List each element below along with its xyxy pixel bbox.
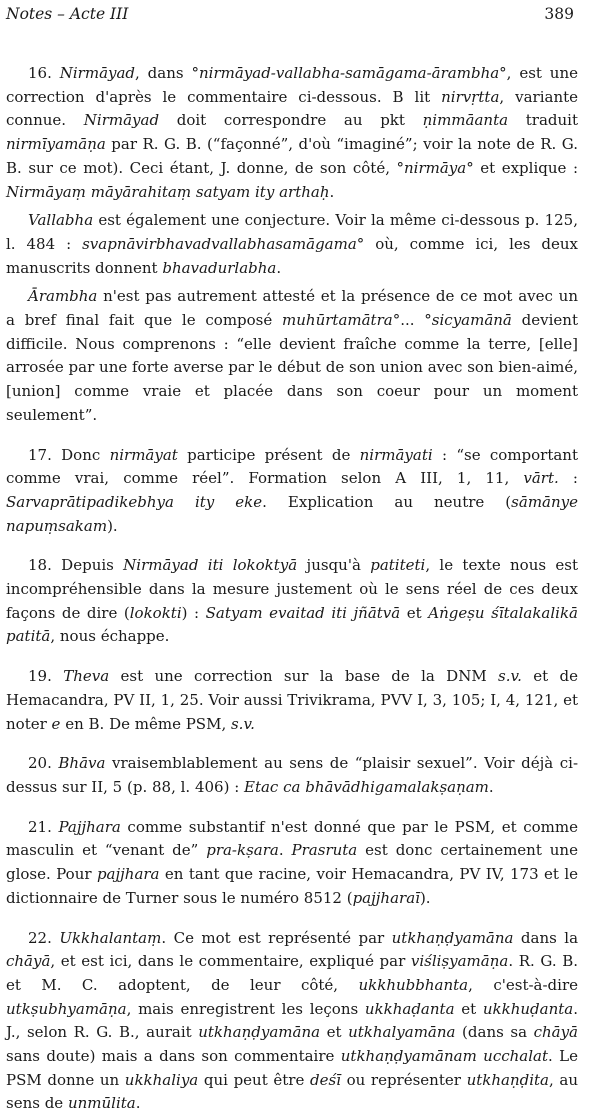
- text-run: , variante connue.: [6, 88, 578, 130]
- text-run: qui peut être: [198, 1071, 310, 1089]
- note-20: [6, 752, 578, 799]
- italic-term: bhavadurlabha: [162, 259, 276, 277]
- text-run: participe présent de: [178, 446, 360, 464]
- italic-term: ukkhubbhanta: [359, 976, 469, 994]
- text-run: est également une conjecture. Voir la même ci-dessous p. 125, l. 484 :: [6, 211, 578, 253]
- text-run: 18. Depuis: [28, 556, 123, 574]
- text-run: 19.: [28, 667, 63, 685]
- italic-term: viśliṣyamāṇa: [411, 952, 508, 970]
- text-run: vraisemblablement au sens de “plaisir sexuel”. Voir déjà ci-dessus sur II, 5 (p. 88, l. 406) :: [6, 754, 578, 796]
- text-run: :: [559, 469, 578, 487]
- italic-term: Vallabha: [28, 211, 93, 229]
- text-run: .: [136, 1094, 141, 1112]
- italic-term: unmūlita: [68, 1094, 136, 1112]
- italic-term: vārt.: [523, 469, 558, 487]
- text-run: , dans °: [135, 64, 199, 82]
- italic-term: Bhāva: [58, 754, 105, 772]
- text-run: . Ce mot est représenté par: [161, 929, 391, 947]
- text-run: ).: [107, 517, 118, 535]
- text-run: , mais enregistrent les leçons: [127, 1000, 365, 1018]
- note-22: [6, 927, 578, 1116]
- italic-term: Theva: [63, 667, 109, 685]
- italic-term: ukkhuḍanta: [483, 1000, 573, 1018]
- text-run: est donc certainement une glose. Pour: [6, 841, 578, 883]
- text-run: . Le PSM donne un: [6, 1047, 578, 1089]
- text-run: ).: [420, 889, 431, 907]
- text-run: 16.: [28, 64, 60, 82]
- italic-term: nirmāya: [404, 159, 466, 177]
- italic-term: utkṣubhyamāṇa: [6, 1000, 127, 1018]
- text-run: , au sens de: [6, 1071, 578, 1113]
- note-17: [6, 444, 578, 539]
- running-title: Notes – Acte III: [6, 4, 128, 24]
- italic-term: Ārambha: [28, 287, 97, 305]
- text-run: et: [320, 1023, 348, 1041]
- italic-term: Nirmāyaṃ māyārahitaṃ satyam ity arthaḥ: [6, 183, 329, 201]
- text-run: °... °: [393, 311, 432, 329]
- text-run: , nous échappe.: [50, 627, 169, 645]
- text-run: dans la: [513, 929, 578, 947]
- italic-term: deśī: [310, 1071, 341, 1089]
- italic-term: nirvṛtta: [441, 88, 499, 106]
- note-16: [6, 62, 578, 204]
- italic-term: Etac ca bhāvādhigamalakṣaṇam: [244, 778, 489, 796]
- text-run: et: [400, 604, 428, 622]
- italic-term: lokokti: [130, 604, 182, 622]
- italic-term: e: [52, 715, 61, 733]
- text-run: .: [276, 259, 281, 277]
- text-run: . R. G. B. et M. C. adoptent, de leur côté,: [6, 952, 578, 994]
- text-run: . Explication au neutre (: [262, 493, 511, 511]
- italic-term: s.v.: [231, 715, 255, 733]
- italic-term: nirmāyati: [360, 446, 433, 464]
- italic-term: ṇimmāanta: [423, 111, 508, 129]
- text-run: .: [489, 778, 494, 796]
- italic-term: nirmīyamāṇa: [6, 135, 106, 153]
- note-21: [6, 816, 578, 911]
- italic-term: ukkhaḍanta: [365, 1000, 455, 1018]
- text-run: , le texte nous est incompréhensible dans la mesure justement où le sens réel de ces deux façons de dire (: [6, 556, 578, 621]
- italic-term: chāyā: [6, 952, 50, 970]
- text-run: comme substantif n'est donné que par le PSM, et comme masculin et “venant de”: [6, 818, 578, 860]
- italic-term: Nirmāyad: [84, 111, 159, 129]
- text-run: en B. De même PSM,: [60, 715, 231, 733]
- text-run: jusqu'à: [297, 556, 370, 574]
- italic-term: ukkhaliya: [125, 1071, 198, 1089]
- text-run: (dans sa: [455, 1023, 533, 1041]
- text-run: ) :: [182, 604, 206, 622]
- text-run: n'est pas autrement attesté et la présence de ce mot avec un a bref final fait que le composé: [6, 287, 578, 329]
- italic-term: pajjhara: [97, 865, 160, 883]
- text-run: ° où, comme ici, les deux manuscrits donnent: [6, 235, 578, 277]
- text-run: : “se comportant comme vrai, comme réel”. Formation selon A III, 1, 11,: [6, 446, 578, 488]
- italic-term: s.v.: [498, 667, 522, 685]
- italic-term: pra-kṣara: [206, 841, 279, 859]
- italic-term: Prasruta: [292, 841, 358, 859]
- italic-term: nirmāyad-vallabha-samāgama-ārambha: [199, 64, 499, 82]
- text-run: ou représenter: [341, 1071, 467, 1089]
- note-16-arambha: [6, 285, 578, 427]
- italic-term: Pajjhara: [58, 818, 120, 836]
- text-run: et: [455, 1000, 483, 1018]
- text-run: 22.: [28, 929, 59, 947]
- italic-term: utkhaṇḍyamāna: [392, 929, 514, 947]
- italic-term: utkhaṇḍyamāna: [198, 1023, 320, 1041]
- italic-term: svapnāvirbhavadvallabhasamāgama: [82, 235, 357, 253]
- text-run: traduit: [508, 111, 578, 129]
- text-run: , c'est-à-dire: [468, 976, 578, 994]
- italic-term: sāmānye napuṃsakam: [6, 493, 578, 535]
- italic-term: chāyā: [534, 1023, 578, 1041]
- text-run: par R. G. B. (“façonné”, d'où “imaginé”; voir la note de R. G. B. sur ce mot). Ceci étant, J. donne, de son côté, °: [6, 135, 578, 177]
- text-run: en tant que racine, voir Hemacandra, PV IV, 173 et le dictionnaire de Turner sous le numéro 8512 (: [6, 865, 578, 907]
- notes-body: [6, 62, 578, 1116]
- italic-term: utkhalyamāna: [348, 1023, 455, 1041]
- text-run: °, est une correction d'après le commentaire ci-dessous. B lit: [6, 64, 578, 106]
- note-19: [6, 665, 578, 736]
- italic-term: nirmāyat: [110, 446, 178, 464]
- italic-term: patiteti: [370, 556, 425, 574]
- italic-term: Nirmāyad iti lokoktyā: [123, 556, 297, 574]
- italic-term: utkhaṇḍyamānam ucchalat: [341, 1047, 548, 1065]
- italic-term: Sarvaprātipadikebhya ity eke: [6, 493, 262, 511]
- italic-term: pajjharaī: [353, 889, 420, 907]
- italic-term: utkhaṇḍita: [467, 1071, 549, 1089]
- text-run: ° et explique :: [466, 159, 578, 177]
- page-number: 389: [544, 4, 574, 24]
- text-run: doit correspondre au pkt: [159, 111, 423, 129]
- italic-term: sicyamānā: [432, 311, 512, 329]
- italic-term: Ukkhalantaṃ: [59, 929, 161, 947]
- running-header: [6, 4, 574, 26]
- text-run: , et est ici, dans le commentaire, expliqué par: [50, 952, 410, 970]
- text-run: sans doute) mais a dans son commentaire: [6, 1047, 341, 1065]
- italic-term: muhūrtamātra: [282, 311, 393, 329]
- italic-term: Satyam evaitad iti jñātvā: [206, 604, 401, 622]
- text-run: 20.: [28, 754, 58, 772]
- text-run: .: [279, 841, 292, 859]
- italic-term: Nirmāyad: [60, 64, 135, 82]
- text-run: 21.: [28, 818, 58, 836]
- text-run: . J., selon R. G. B., aurait: [6, 1000, 578, 1042]
- note-18: [6, 554, 578, 649]
- text-run: .: [329, 183, 334, 201]
- note-16-vallabha: [6, 209, 578, 280]
- italic-term: Aṅgeṣu śītalakalikā patitā: [6, 604, 578, 646]
- text-run: 17. Donc: [28, 446, 110, 464]
- text-run: et de Hemacandra, PV II, 1, 25. Voir aussi Trivikrama, PVV I, 3, 105; I, 4, 121, et noter: [6, 667, 578, 732]
- text-run: est une correction sur la base de la DNM: [109, 667, 498, 685]
- text-run: devient difficile. Nous comprenons : “elle devient fraîche comme la terre, [elle] arrosée par une forte averse par le début de son union avec son bien-aimé, [union] comme vraie et placée dans son coeur pour un moment seulement”.: [6, 311, 578, 424]
